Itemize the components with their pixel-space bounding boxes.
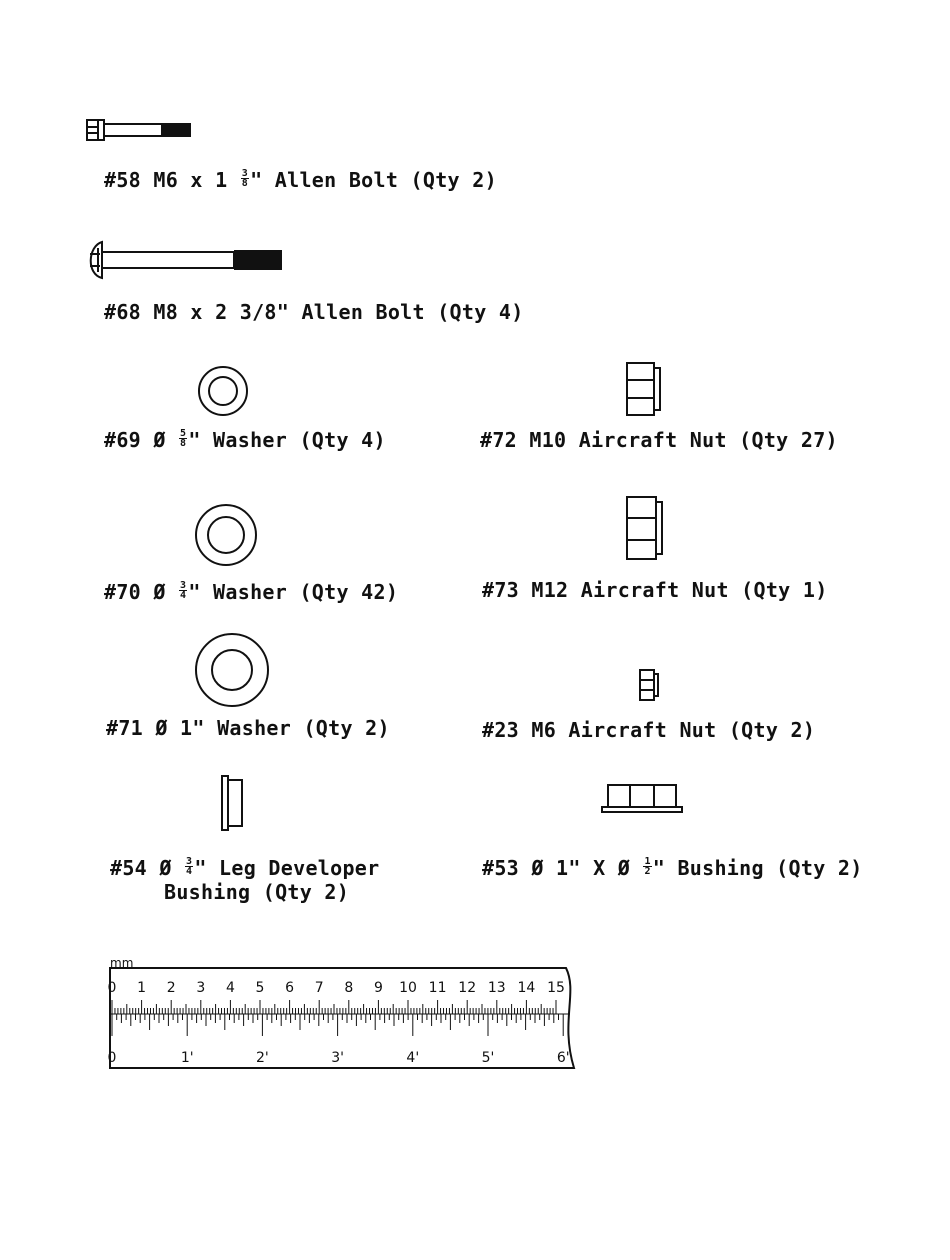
ruler-cm-label: 11: [428, 980, 447, 996]
ruler-cm-scale: [108, 980, 570, 1014]
fraction-denominator: 4: [186, 865, 193, 877]
part-label-line: [104, 300, 524, 324]
part-label-line: [104, 168, 497, 192]
fraction: [241, 169, 249, 188]
aircraft-nut-23-icon: [638, 668, 662, 704]
bushing-54-icon: [220, 774, 248, 834]
part-label-line: [106, 716, 390, 740]
ruler-cm-label: 12: [458, 980, 477, 996]
label-text: " Washer (Qty 42): [188, 580, 399, 604]
part-label-line: [482, 718, 815, 742]
fraction: [643, 857, 651, 876]
label-text: #53 Ø 1" X Ø: [482, 856, 643, 880]
part-label-line: [110, 856, 380, 880]
ruler-cm-label: 4: [225, 980, 235, 996]
allen-bolt-68-icon: [84, 238, 288, 282]
part-label-73: [482, 578, 828, 602]
part-label-72: [480, 428, 838, 452]
fraction-numerator: 1: [644, 855, 651, 867]
label-text: #71 Ø 1" Washer (Qty 2): [106, 716, 390, 740]
ruler-cm-label: 9: [373, 980, 383, 996]
ruler-cm-label: 1: [137, 980, 147, 996]
aircraft-nut-72-icon: [624, 360, 664, 418]
ruler-cm-label: 8: [344, 980, 354, 996]
label-text: #58 M6 x 1: [104, 168, 240, 192]
label-text: #23 M6 Aircraft Nut (Qty 2): [482, 718, 816, 742]
fraction-numerator: 3: [180, 579, 187, 591]
part-label-line: [104, 428, 386, 452]
ruler-inch-label: 4': [406, 1050, 420, 1066]
fraction-denominator: 2: [644, 865, 651, 877]
fraction-numerator: 5: [180, 427, 187, 439]
bushing-53-icon: [600, 782, 684, 816]
part-label-69: [104, 428, 386, 452]
part-label-line: [482, 856, 863, 880]
ruler-cm-label: 6: [285, 980, 295, 996]
fraction-denominator: 4: [180, 589, 187, 601]
ruler-inch-label: 0: [108, 1050, 117, 1066]
label-text: #69 Ø: [104, 428, 179, 452]
ruler-cm-label: 15: [547, 980, 565, 996]
part-label-68: [104, 300, 524, 324]
part-label-line-2: Bushing (Qty 2): [164, 880, 350, 904]
ruler-inch-label: 6': [556, 1050, 570, 1066]
ruler-cm-label: 3: [196, 980, 206, 996]
ruler-cm-label: 13: [487, 980, 506, 996]
part-label-71: [106, 716, 390, 740]
fraction: [179, 429, 187, 448]
label-text: #73 M12 Aircraft Nut (Qty 1): [482, 578, 828, 602]
washer-69-icon: [196, 364, 250, 418]
ruler-cm-label: 0: [108, 980, 117, 996]
part-label-53: [482, 856, 863, 880]
part-label-70: [104, 580, 398, 604]
ruler-inch-scale: [108, 1014, 570, 1066]
fraction-denominator: 8: [180, 437, 187, 449]
ruler-unit-label: mm: [110, 956, 134, 970]
fraction-numerator: 3: [186, 855, 193, 867]
fraction-numerator: 3: [241, 167, 249, 179]
part-label-23: [482, 718, 815, 742]
label-text: " Bushing (Qty 2): [652, 856, 863, 880]
ruler-inch-label: 2': [256, 1050, 269, 1066]
ruler-cm-label: 7: [314, 980, 324, 996]
label-text: #68 M8 x 2 3/8" Allen Bolt (Qty 4): [104, 300, 524, 324]
fraction: [185, 857, 193, 876]
ruler-inch-label: 3': [331, 1050, 344, 1066]
measuring-ruler: [108, 952, 578, 1070]
label-text: #54 Ø: [110, 856, 185, 880]
label-text: " Leg Developer: [194, 856, 380, 880]
fraction: [179, 581, 187, 600]
ruler-cm-label: 10: [399, 980, 417, 996]
label-text: " Washer (Qty 4): [188, 428, 386, 452]
ruler-cm-label: 14: [517, 980, 536, 996]
washer-71-icon: [192, 630, 272, 710]
ruler-inch-label: 1': [180, 1050, 194, 1066]
washer-70-icon: [193, 502, 259, 568]
aircraft-nut-73-icon: [624, 494, 666, 564]
label-text: #72 M10 Aircraft Nut (Qty 27): [480, 428, 838, 452]
ruler-cm-label: 5: [255, 980, 265, 996]
label-text: " Allen Bolt (Qty 2): [250, 168, 497, 192]
part-label-line: [480, 428, 838, 452]
fraction-denominator: 8: [241, 177, 249, 189]
part-label-line: [482, 578, 828, 602]
part-label-54: [110, 856, 380, 904]
allen-bolt-58-icon: [86, 116, 196, 144]
ruler-cm-label: 2: [166, 980, 176, 996]
label-text: #70 Ø: [104, 580, 179, 604]
ruler-inch-label: 5': [481, 1050, 495, 1066]
part-label-58: [104, 168, 497, 192]
part-label-line: [104, 580, 398, 604]
